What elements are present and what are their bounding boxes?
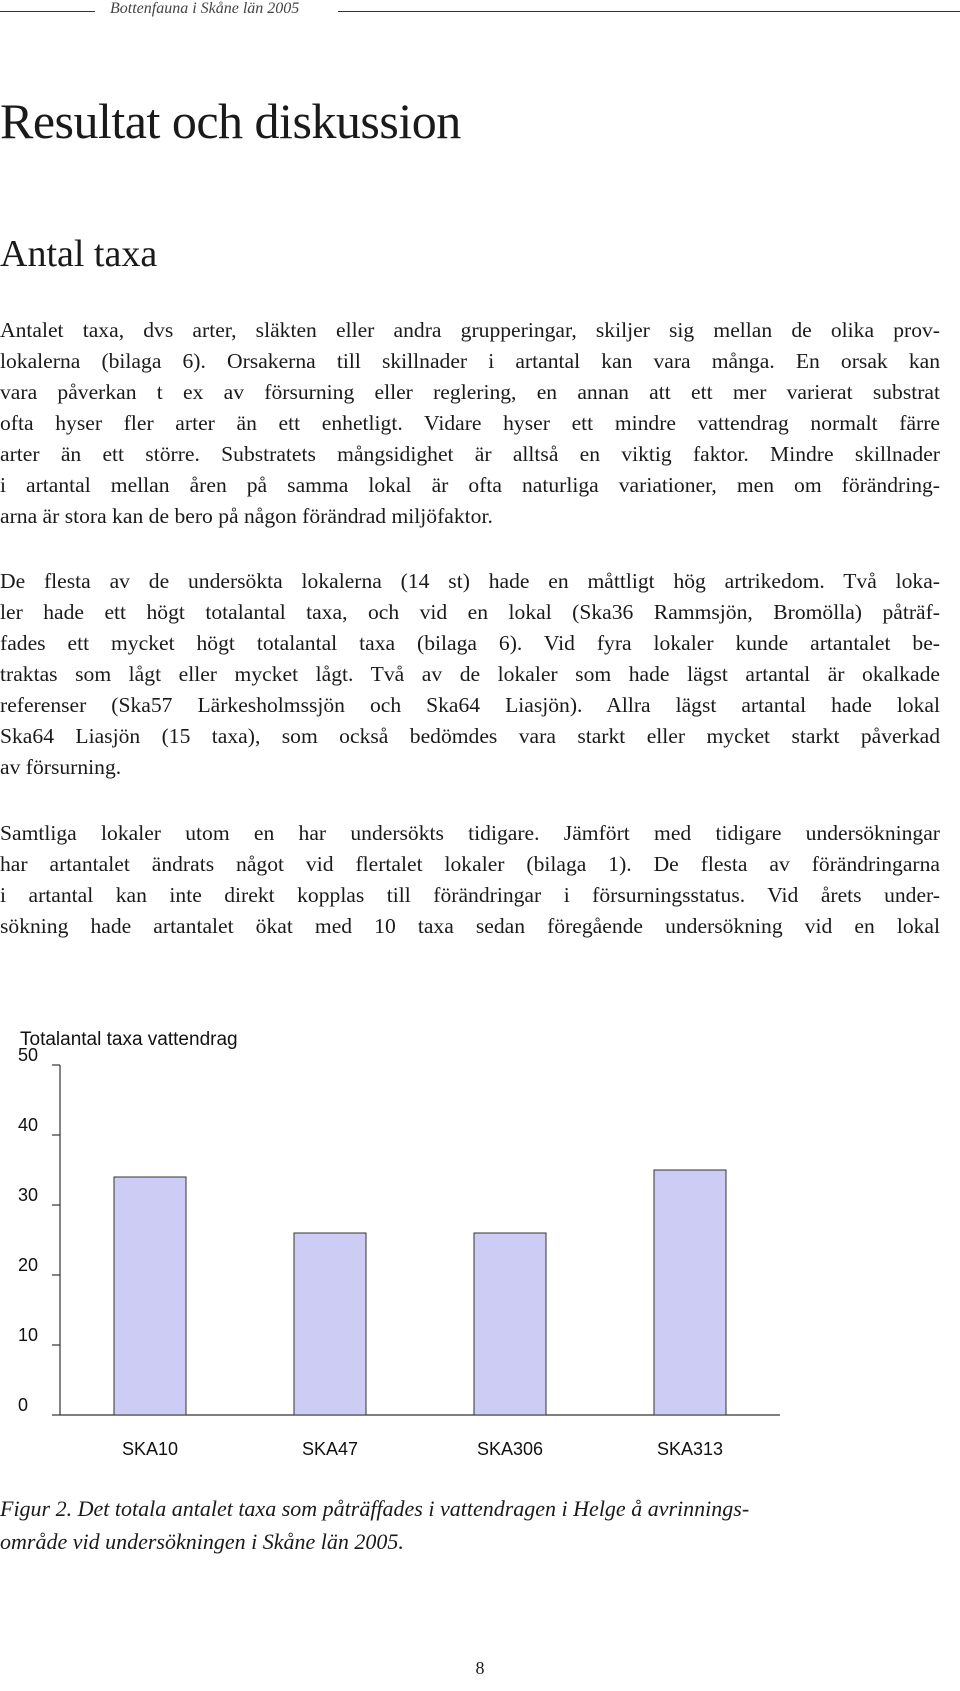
text-line: referenser (Ska57 Lärkesholmssjön och Ska64 Liasjön). Allra lägst artantal hade lokal xyxy=(0,693,940,717)
y-tick-label: 40 xyxy=(18,1115,39,1135)
text-line: Ska64 Liasjön (15 taxa), som också bedömdes vara starkt eller mycket starkt påverkad xyxy=(0,724,940,748)
paragraph-3 xyxy=(0,818,960,942)
y-tick-label: 50 xyxy=(18,1045,39,1065)
x-tick-label: SKA47 xyxy=(301,1439,359,1459)
running-header xyxy=(0,0,960,22)
text-line: arna är stora kan de bero på någon förändrad miljöfaktor. xyxy=(0,504,493,528)
text-line: Antalet taxa, dvs arter, släkten eller andra grupperingar, skiljer sig mellan de olika prov- xyxy=(0,318,940,342)
header-title: Bottenfauna i Skåne län 2005 xyxy=(110,0,300,17)
bar-ska47 xyxy=(294,1233,366,1415)
x-tick-label: SKA306 xyxy=(476,1439,544,1459)
x-tick-label: SKA10 xyxy=(121,1439,179,1459)
chart-title: Totalantal taxa vattendrag xyxy=(20,1029,238,1050)
text-line: lokalerna (bilaga 6). Orsakerna till skillnader i artantal kan vara många. En orsak kan xyxy=(0,349,940,373)
caption-line: område vid undersökningen i Skåne län 2005. xyxy=(0,1529,404,1554)
text-line: arter än ett större. Substratets mångsidighet är alltså en viktig faktor. Mindre skillnader xyxy=(0,442,940,466)
text-line: fades ett mycket högt totalantal taxa (bilaga 6). Vid fyra lokaler kunde artantalet be- xyxy=(0,631,940,655)
bar-ska10 xyxy=(114,1177,186,1415)
bar-ska313 xyxy=(654,1170,726,1415)
text-line: sökning hade artantalet ökat med 10 taxa sedan föregående undersökning vid en lokal xyxy=(0,914,940,938)
text-line: traktas som lågt eller mycket lågt. Två av de lokaler som hade lägst artantal är okalkade xyxy=(0,662,940,686)
bar-chart xyxy=(0,1015,960,1475)
header-rule-right xyxy=(338,11,960,12)
y-tick-label: 10 xyxy=(18,1325,39,1345)
text-line: i artantal mellan åren på samma lokal är ofta naturliga variationer, men om förändring- xyxy=(0,473,940,497)
text-line: De flesta av de undersökta lokalerna (14 st) hade en måttligt hög artrikedom. Två loka- xyxy=(0,569,940,593)
text-line: har artantalet ändrats något vid flertalet lokaler (bilaga 1). De flesta av förändringarna xyxy=(0,852,940,876)
text-line: ofta hyser fler arter än ett enhetligt. Vidare hyser ett mindre vattendrag normalt färre xyxy=(0,411,940,435)
y-tick-label: 0 xyxy=(18,1395,29,1415)
caption-line: Figur 2. Det totala antalet taxa som påträffades i vattendragen i Helge å avrinnings- xyxy=(0,1496,750,1521)
text-line: i artantal kan inte direkt kopplas till förändringar i försurningsstatus. Vid årets under- xyxy=(0,883,940,907)
paragraph-1 xyxy=(0,315,960,532)
paragraph-2 xyxy=(0,566,960,783)
bars xyxy=(114,1170,726,1415)
y-tick-label: 30 xyxy=(18,1185,39,1205)
page-number: 8 xyxy=(475,1658,485,1678)
text-line: ler hade ett högt totalantal taxa, och vid en lokal (Ska36 Rammsjön, Bromölla) påträf- xyxy=(0,600,940,624)
header-rule-left xyxy=(0,11,95,12)
y-tick-label: 20 xyxy=(18,1255,39,1275)
section-heading: Resultat och diskussion xyxy=(0,93,461,149)
x-axis-labels xyxy=(122,1439,723,1459)
y-axis-ticks xyxy=(18,1045,60,1415)
x-tick-label: SKA313 xyxy=(656,1439,724,1459)
text-line: Samtliga lokaler utom en har undersökts tidigare. Jämfört med tidigare undersökningar xyxy=(0,821,940,845)
text-line: vara påverkan t ex av försurning eller reglering, en annan att ett mer varierat substrat xyxy=(0,380,940,404)
text-line: av försurning. xyxy=(0,755,122,779)
figure-caption xyxy=(0,1492,749,1558)
subsection-heading: Antal taxa xyxy=(0,233,158,275)
bar-ska306 xyxy=(474,1233,546,1415)
